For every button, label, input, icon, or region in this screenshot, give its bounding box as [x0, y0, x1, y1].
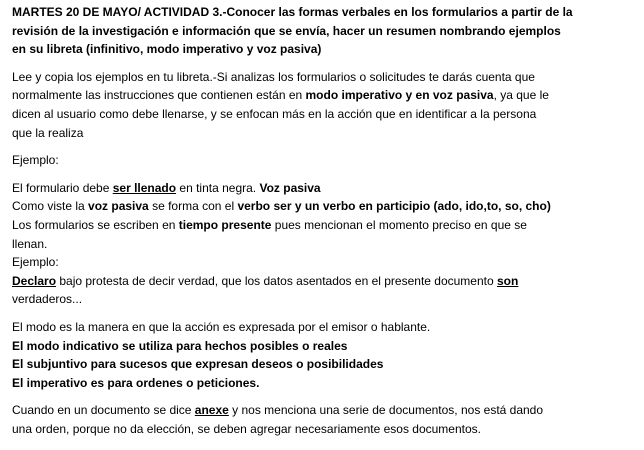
- intro-line-1: Lee y copia los ejemplos en tu libreta.-Si analizas los formularios o solicitudes te darás cuenta que: [12, 69, 535, 84]
- title-line-3: en su libreta (infinitivo, modo imperativo y voz pasiva): [12, 42, 322, 57]
- intro-line-3: dicen al usuario como debe llenarse, y se enfocan más en la acción que en identificar a la persona: [12, 106, 537, 121]
- passive-text: se forma con el: [148, 199, 238, 214]
- passive-line: [12, 197, 634, 216]
- example-highlight: son: [497, 273, 519, 288]
- tense-text: Los formularios se escriben en: [12, 217, 179, 232]
- example-highlight: ser llenado: [112, 180, 177, 195]
- closing-line-2: una orden, porque no da elección, se deben agregar necesariamente esos documentos.: [12, 421, 481, 436]
- closing-paragraph: [12, 401, 634, 438]
- tense-emphasis: tiempo presente: [178, 217, 272, 232]
- intro-paragraph: [12, 68, 634, 142]
- example-text: bajo protesta de decir verdad, que los datos asentados en el presente documento: [56, 273, 497, 288]
- example-1-line: [12, 179, 634, 198]
- example-2-line-2: verdaderos...: [12, 292, 83, 307]
- closing-text: y nos menciona una serie de documentos, nos está dando: [228, 403, 544, 418]
- example-tag: Voz pasiva: [259, 180, 321, 195]
- intro-text: , ya que le: [493, 88, 549, 103]
- modes-line-1: El modo es la manera en que la acción es expresada por el emisor o hablante.: [12, 319, 431, 334]
- intro-line-2: [12, 86, 634, 105]
- modes-line-2: El modo indicativo se utiliza para hechos posibles o reales: [12, 338, 348, 353]
- closing-text: Cuando en un documento se dice: [12, 403, 195, 418]
- example-text: El formulario debe: [12, 180, 113, 195]
- passive-text: Como viste la: [12, 199, 89, 214]
- title-line-1: MARTES 20 DE MAYO/ ACTIVIDAD 3.-Conocer las formas verbales en los formularios a partir de la: [12, 5, 573, 19]
- activity-title: [12, 3, 634, 59]
- intro-text: normalmente las instrucciones que contienen están en: [12, 88, 306, 103]
- example-label-2: Ejemplo:: [12, 255, 59, 270]
- tense-line-1: [12, 216, 634, 235]
- title-line-2: revisión de la investigación e información que se envía, hacer un resumen nombrando ejemplos: [12, 23, 561, 38]
- modes-line-4: El imperativo es para ordenes o peticiones.: [12, 375, 260, 390]
- tense-line-2: llenan.: [12, 236, 48, 251]
- intro-emphasis: modo imperativo y en voz pasiva: [305, 88, 494, 103]
- modes-line-3: El subjuntivo para sucesos que expresan deseos o posibilidades: [12, 357, 384, 372]
- example-text: en tinta negra.: [176, 180, 260, 195]
- example-label-text: Ejemplo:: [12, 153, 59, 168]
- modes-block: [12, 318, 634, 392]
- passive-emphasis: verbo ser y un verbo en participio (ado, ido,to, so, cho): [237, 199, 551, 214]
- example-highlight: Declaro: [12, 273, 57, 288]
- intro-line-4: que la realiza: [12, 125, 84, 140]
- closing-highlight: anexe: [194, 403, 229, 418]
- examples-block: [12, 179, 634, 309]
- passive-emphasis: voz pasiva: [88, 199, 149, 214]
- example-label-1: [12, 151, 634, 170]
- tense-text: pues mencionan el momento preciso en que se: [271, 217, 527, 232]
- closing-line-1: [12, 401, 634, 420]
- example-2-line-1: [12, 272, 634, 291]
